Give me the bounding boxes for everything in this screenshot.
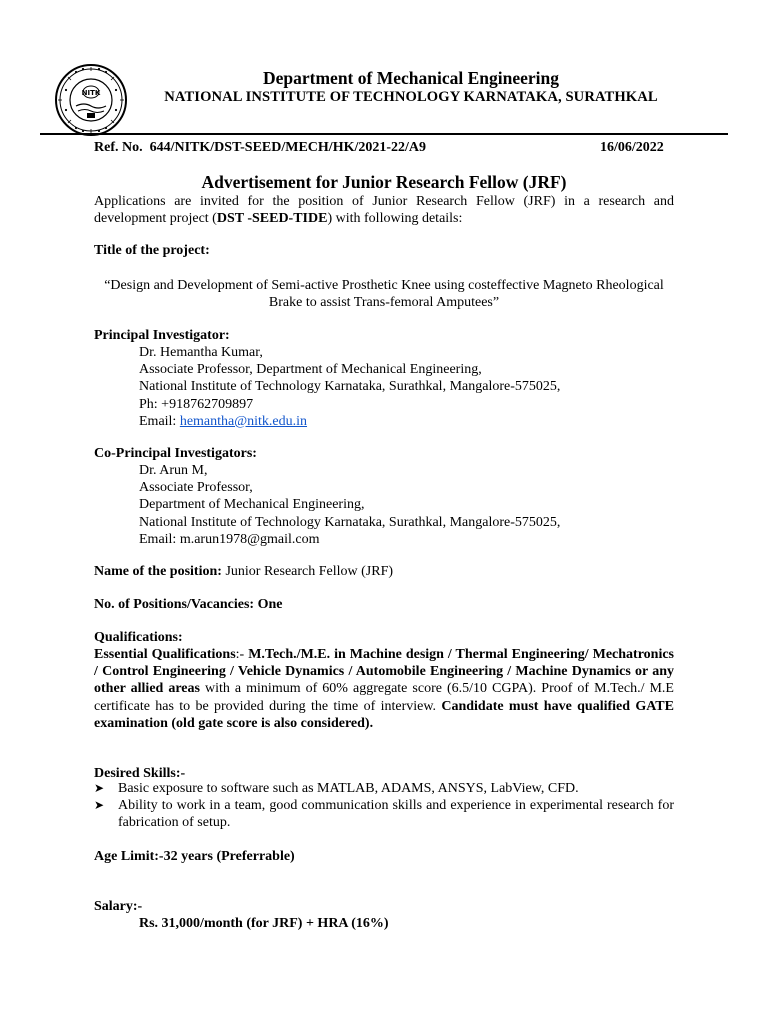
qualifications-paragraph <box>94 646 674 732</box>
ref-value: 644/NITK/DST-SEED/MECH/HK/2021-22/A9 <box>149 140 427 155</box>
qualifications-label: Qualifications: <box>94 630 183 645</box>
ref-label: Ref. No. <box>94 140 143 155</box>
copi-details <box>139 462 674 548</box>
pi-email-link[interactable]: hemantha@nitk.edu.in <box>179 413 308 429</box>
gate-requirement: Candidate must have qualified GATE examination (old gate score is also considered). <box>94 698 674 731</box>
intro-paragraph <box>94 193 674 227</box>
project-title-label: Title of the project: <box>94 243 210 258</box>
qualification-detail: with a minimum of 60% aggregate score (6.5/10 CGPA). Proof of M.Tech./ M.E certificate has to be provided during the time of interview. <box>94 681 674 714</box>
skills-label: Desired Skills:- <box>94 766 186 781</box>
advertisement-heading: Advertisement for Junior Research Fellow (JRF) <box>201 172 567 192</box>
pi-designation: Associate Professor, Department of Mechanical Engineering, <box>139 362 482 378</box>
skill-text: Ability to work in a team, good communication skills and experience in experimental research for fabrication of setup. <box>118 798 674 831</box>
age-limit: Age Limit:-32 years (Preferrable) <box>94 849 295 864</box>
copi-designation: Associate Professor, <box>139 480 253 496</box>
intro-text-end: ) with following details: <box>327 211 463 227</box>
skill-item <box>94 797 674 831</box>
salary-label: Salary:- <box>94 899 143 914</box>
issue-date: 16/06/2022 <box>600 140 664 155</box>
copi-address: National Institute of Technology Karnataka, Surathkal, Mangalore-575025, <box>139 514 561 530</box>
institute-name: NATIONAL INSTITUTE OF TECHNOLOGY KARNATAKA, SURATHKAL <box>164 89 658 105</box>
department-title: Department of Mechanical Engineering <box>263 68 559 88</box>
arrow-bullet-icon: ➤ <box>94 781 105 795</box>
essential-sep: :- <box>235 647 249 662</box>
pi-email-label: Email: <box>139 413 180 429</box>
vacancies: No. of Positions/Vacancies: One <box>94 597 283 612</box>
nitk-logo <box>54 62 128 138</box>
copi-department: Department of Mechanical Engineering, <box>139 497 365 513</box>
project-title: “Design and Development of Semi-active Prosthetic Knee using costeffective Magneto Rheological Brake to assist Trans-femoral Amputees” <box>104 278 664 311</box>
disciplines: M.Tech./M.E. in Machine design / Thermal Engineering/ Mechatronics / Control Engineering / Vehicle Dynamics / Automobile Engineering / Machine Dynamics or any other allied areas <box>94 647 674 697</box>
logo-lettering: NITK <box>81 89 101 97</box>
skill-text: Basic exposure to software such as MATLAB, ADAMS, ANSYS, LabView, CFD. <box>118 781 579 796</box>
position-value: Junior Research Fellow (JRF) <box>221 564 394 579</box>
pi-details <box>139 344 674 430</box>
pi-email-line <box>139 413 674 430</box>
header-divider <box>40 133 728 135</box>
reference-number <box>94 139 426 157</box>
pi-name: Dr. Hemantha Kumar, <box>139 345 263 360</box>
intro-text: Applications are invited for the position of Junior Research Fellow (JRF) in a research and development project ( <box>94 194 674 227</box>
pi-address: National Institute of Technology Karnataka, Surathkal, Mangalore-575025, <box>139 379 561 395</box>
copi-label: Co-Principal Investigators: <box>94 446 257 461</box>
pi-phone: Ph: +918762709897 <box>139 396 254 412</box>
position-label: Name of the position: <box>94 564 222 579</box>
salary-value: Rs. 31,000/month (for JRF) + HRA (16%) <box>139 916 389 931</box>
project-code: DST -SEED-TIDE <box>216 211 328 227</box>
position-name <box>94 563 674 580</box>
copi-email: Email: m.arun1978@gmail.com <box>139 531 320 547</box>
essential-label: Essential Qualifications <box>94 647 236 662</box>
skill-item <box>94 780 674 797</box>
copi-name: Dr. Arun M, <box>139 463 208 478</box>
arrow-bullet-icon: ➤ <box>94 798 105 812</box>
pi-label: Principal Investigator: <box>94 328 230 343</box>
